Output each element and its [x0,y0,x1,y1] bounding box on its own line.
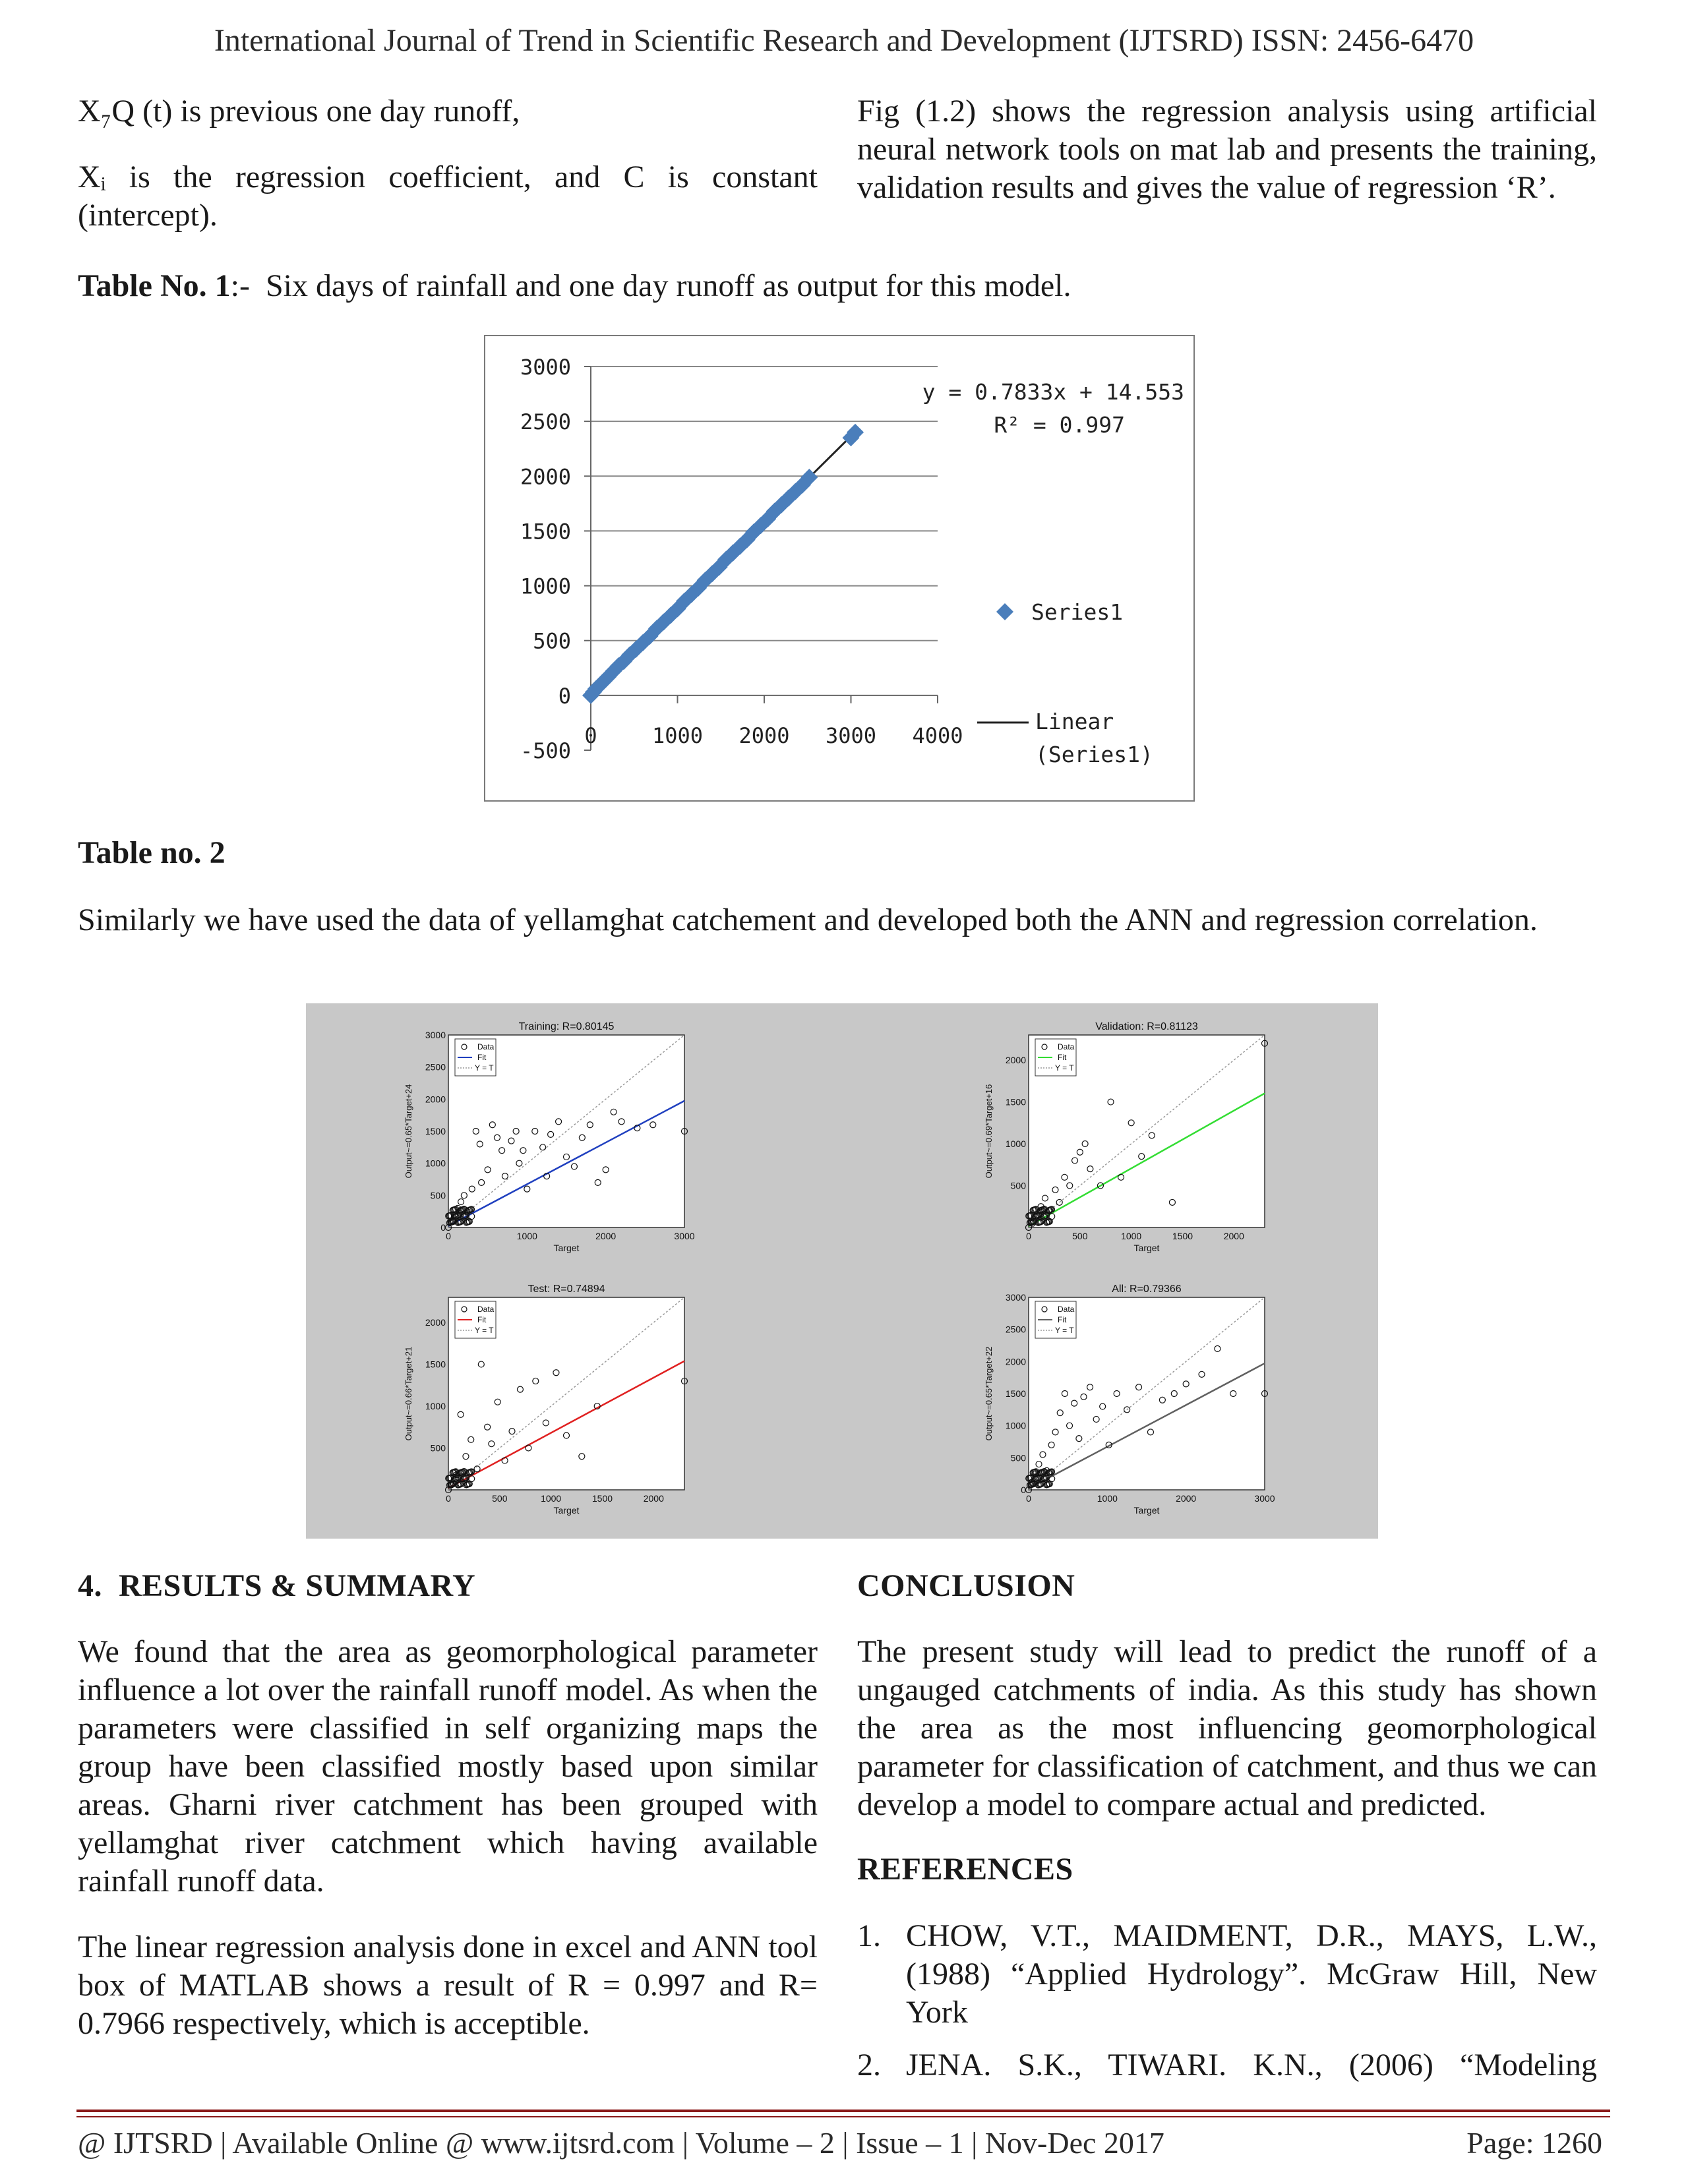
x-tick-label: 500 [1072,1231,1088,1241]
runoff-definition: X₇Q (t) is previous one day runoff, [78,94,520,129]
conclusion-paragraph: The present study will lead to predict the runoff of a ungauged catchments of india. As this study has shown the area as the most influencing geomorphological parameter for classification of catchment, and thus we can develop a model to compare actual and predicted. [857,1634,1597,1822]
subplot-title: Test: R=0.74894 [528,1284,605,1295]
subplot-title: Validation: R=0.81123 [1095,1021,1198,1032]
x-tick-label: 0 [1026,1231,1031,1241]
x-tick-label: 1000 [1097,1493,1118,1504]
legend-label: Fit [477,1053,487,1062]
y-tick-label: 1000 [1005,1138,1026,1150]
legend-label: Y = T [1055,1326,1074,1335]
x-tick-label: 0 [446,1493,451,1504]
reference-item [857,2046,1597,2084]
legend-label: Y = T [475,1063,494,1073]
reference-number: 2. [857,2048,881,2082]
ann-subplot [404,1284,688,1516]
y-tick-label: 0 [558,683,571,709]
reference-item [857,1917,1597,2032]
results-paragraph-2: The linear regression analysis done in excel and ANN tool box of MATLAB shows a result of R = 0.997 and R= 0.7966 respectively, which is acceptible. [78,1930,818,2041]
x-tick-label: 1000 [1121,1231,1142,1241]
y-tick-label: 500 [430,1190,446,1201]
legend-label: Series1 [1031,599,1124,625]
conclusion-heading: CONCLUSION [857,1568,1075,1603]
ann-regression-figure [306,1003,1378,1539]
x-tick-label: 1000 [541,1493,562,1504]
reference-text: CHOW, V.T., MAIDMENT, D.R., MAYS, L.W., (1988) “Applied Hydrology”. McGraw Hill, New York [906,1918,1597,2030]
fig-description: Fig (1.2) shows the regression analysis using artificial neural network tools on mat lab and presents the training, validation results and gives the value of regression ‘R’. [857,94,1597,205]
y-tick-label: 2500 [425,1061,446,1073]
subplot-title: Training: R=0.80145 [518,1021,615,1032]
x-tick-label: 1000 [516,1231,537,1241]
results-heading: 4. RESULTS & SUMMARY [78,1568,476,1603]
legend-label: Fit [1058,1315,1067,1324]
references-heading: REFERENCES [857,1852,1073,1887]
y-tick-label: 500 [430,1442,446,1454]
x-tick-label: 1500 [1172,1231,1193,1241]
x-tick-label: 3000 [825,723,877,748]
trendline-equation: y = 0.7833x + 14.553 [922,379,1184,405]
x-tick-label: 0 [584,723,597,748]
y-axis-label: Output~=0.65*Target+22 [984,1346,994,1441]
journal-header: International Journal of Trend in Scientific Research and Development (IJTSRD) ISSN: 2456-6470 [214,23,1474,58]
y-tick-label: 2500 [1005,1324,1026,1335]
x-tick-label: 2000 [738,723,790,748]
y-tick-label: 1000 [425,1158,446,1169]
ann-regression-svg [306,1003,1378,1539]
similar-paragraph: Similarly we have used the data of yellamghat catchement and developed both the ANN and regression correlation. [78,902,1538,937]
x-tick-label: 0 [1026,1493,1031,1504]
reference-number: 1. [857,1918,881,1953]
x-tick-label: 2000 [1176,1493,1197,1504]
results-paragraph-1: We found that the area as geomorphological parameter influence a lot over the rainfall runoff model. As when the parameters were classified in self organizing maps the group have been classified mostly based upon similar areas. Gharni river catchment has been grouped with yellamghat river catchment which having available rainfall runoff data. [78,1634,818,1899]
legend-label: (Series1) [1035,742,1153,767]
table2-label: Table no. 2 [78,835,226,870]
y-tick-label: 0 [440,1222,446,1233]
table1-caption [78,267,1594,305]
y-tick-label: 3000 [520,355,571,380]
coefficient-definition: Xᵢ is the regression coefficient, and C is constant (intercept). [78,160,818,233]
y-tick-label: 1000 [1005,1420,1026,1431]
table1-separator: :- [230,268,250,303]
x-axis-label: Target [1133,1505,1160,1516]
x-axis-label: Target [553,1505,580,1516]
y-tick-label: 1500 [425,1359,446,1370]
footer-info: @ IJTSRD | Available Online @ www.ijtsrd.com | Volume – 2 | Issue – 1 | Nov-Dec 2017 [78,2126,1164,2160]
y-tick-label: 2000 [425,1094,446,1105]
references-list [857,1917,1597,2084]
r-squared-label: R² = 0.997 [994,412,1125,438]
ann-subplot [404,1021,695,1253]
x-tick-label: 500 [492,1493,508,1504]
legend-label: Data [477,1305,495,1314]
y-axis-label: Output~=0.69*Target+16 [984,1084,994,1179]
table1-caption-text: Six days of rainfall and one day runoff as output for this model. [265,268,1071,303]
legend-label: Data [1058,1305,1075,1314]
footer-rule [76,2110,1610,2112]
regression-chart [484,335,1195,802]
y-tick-label: 1000 [425,1401,446,1412]
y-tick-label: 2000 [425,1317,446,1328]
x-tick-label: 2000 [1223,1231,1244,1241]
y-tick-label: 0 [1021,1485,1026,1495]
footer-rule-thin [76,2116,1610,2117]
y-tick-label: 2000 [1005,1356,1026,1367]
regression-chart-svg [485,336,1193,800]
y-axis-label: Output~=0.65*Target+24 [404,1084,413,1179]
y-tick-label: 2500 [520,409,571,435]
legend-marker [996,603,1013,620]
reference-text: JENA. S.K., TIWARI. K.N., (2006) “Modeling [906,2048,1597,2082]
y-tick-label: 500 [533,628,571,654]
x-tick-label: 4000 [912,723,963,748]
y-tick-label: 2000 [1005,1055,1026,1066]
legend-label: Fit [477,1315,487,1324]
table1-label: Table No. 1 [78,268,231,303]
x-tick-label: 2000 [643,1493,664,1504]
x-axis-label: Target [1133,1243,1160,1253]
y-tick-label: 1500 [1005,1388,1026,1399]
y-tick-label: 1000 [520,574,571,599]
y-tick-label: -500 [520,738,571,763]
x-axis-label: Target [553,1243,580,1253]
subplot-title: All: R=0.79366 [1112,1284,1182,1295]
y-tick-label: 1500 [520,519,571,545]
y-tick-label: 500 [1010,1180,1026,1191]
legend-label: Y = T [1055,1063,1074,1073]
y-tick-label: 3000 [1005,1292,1026,1303]
legend-label: Data [1058,1042,1075,1051]
x-tick-label: 2000 [595,1231,617,1241]
y-tick-label: 2000 [520,464,571,490]
y-tick-label: 500 [1010,1452,1026,1463]
x-tick-label: 3000 [674,1231,695,1241]
legend-label: Linear [1035,709,1114,734]
x-tick-label: 3000 [1254,1493,1275,1504]
legend-label: Data [477,1042,495,1051]
ann-subplot [984,1284,1275,1516]
y-tick-label: 1500 [425,1126,446,1136]
y-tick-label: 1500 [1005,1096,1026,1107]
y-tick-label: 3000 [425,1030,446,1040]
y-axis-label: Output~=0.66*Target+21 [404,1346,413,1441]
x-tick-label: 1000 [651,723,704,748]
ann-subplot [984,1021,1268,1253]
legend-label: Y = T [475,1326,494,1335]
x-tick-label: 0 [446,1231,451,1241]
legend-label: Fit [1058,1053,1067,1062]
x-tick-label: 1500 [591,1493,613,1504]
page-number: Page: 1260 [1466,2126,1602,2160]
